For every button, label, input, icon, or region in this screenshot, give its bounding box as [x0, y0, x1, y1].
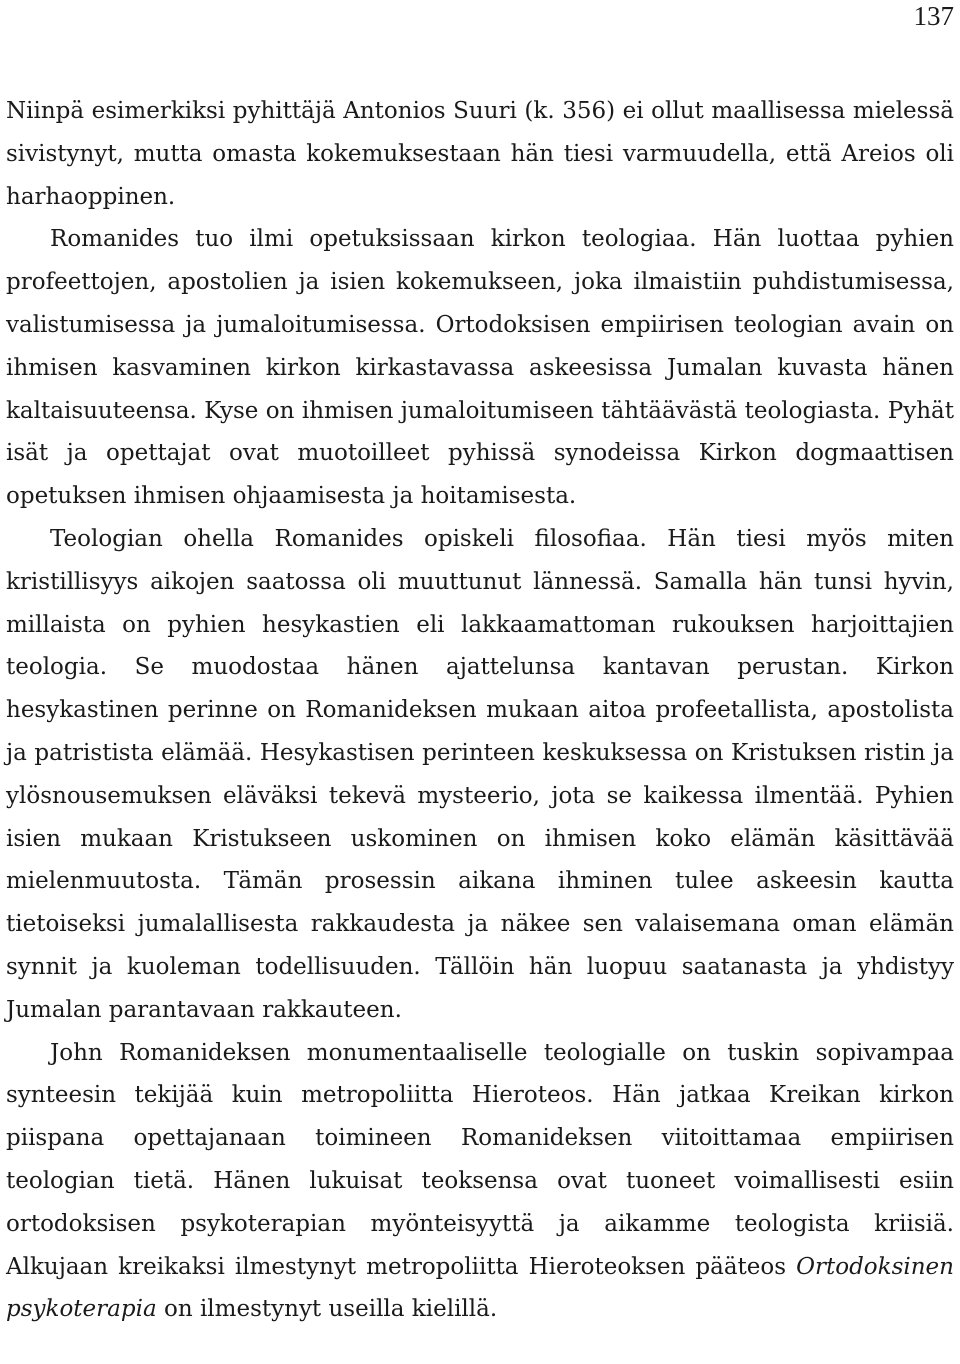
paragraph-4-text-after: on ilmestynyt useilla kielillä.	[156, 1296, 498, 1323]
paragraph-4	[6, 1032, 954, 1332]
book-title: Ortodoksinen psykoterapia	[6, 1253, 954, 1323]
paragraph-2: Romanides tuo ilmi opetuksissaan kirkon teologiaa. Hän luottaa pyhien profeettojen, apostolien ja isien kokemukseen, joka ilmaistiin puhdistumisessa, valistumisessa ja jumaloitumisessa. Ortodoksisen empiirisen teologian avain on ihmisen kasvaminen kirkon kirkastavassa askeesissa Jumalan kuvasta hänen kaltaisuuteensa. Kyse on ihmisen jumaloitumiseen tähtäävästä teologiasta. Pyhät isät ja opettajat ovat muotoilleet pyhissä synodeissa Kirkon dogmaattisen opetuksen ihmisen ohjaamisesta ja hoitamisesta.	[6, 226, 954, 510]
page-number: 137	[913, 1, 954, 31]
paragraph-1: Niinpä esimerkiksi pyhittäjä Antonios Suuri (k. 356) ei ollut maallisessa mielessä sivistynyt, mutta omasta kokemuksestaan hän tiesi varmuudella, että Areios oli harhaoppinen.	[6, 98, 954, 210]
paragraph-4-text-before: John Romanideksen monumentaaliselle teologialle on tuskin sopivampaa synteesin tekijää kuin metropoliitta Hieroteos. Hän jatkaa Kreikan kirkon piispana opettajanaan toimineen Romanideksen viitoittamaa empiirisen teologian tietä. Hänen lukuisat teoksensa ovat tuoneet voimallisesti esiin ortodoksisen psykoterapian myönteisyyttä ja aikamme teologista kriisiä. Alkujaan kreikaksi ilmestynyt metropoliitta Hieroteoksen pääteos	[6, 1039, 954, 1280]
paragraph-3: Teologian ohella Romanides opiskeli filosofiaa. Hän tiesi myös miten kristillisyys aikojen saatossa oli muuttunut lännessä. Samalla hän tunsi hyvin, millaista on pyhien hesykastien eli lakkaamattoman rukouksen harjoittajien teologia. Se muodostaa hänen ajattelunsa kantavan perustan. Kirkon hesykastinen perinne on Romanideksen mukaan aitoa profeetallista, apostolista ja patristista elämää. Hesykastisen perinteen keskuksessa on Kristuksen ristin ja ylösnousemuksen eläväksi tekevä mysteerio, jota se kaikessa ilmentää. Pyhien isien mukaan Kristukseen uskominen on ihmisen koko elämän käsittävää mielenmuutosta. Tämän prosessin aikana ihminen tulee askeesin kautta tietoiseksi jumalallisesta rakkaudesta ja näkee sen valaisemana oman elämän synnit ja kuoleman todellisuuden. Tällöin hän luopuu saatanasta ja yhdistyy Jumalan parantavaan rakkauteen.	[6, 525, 954, 1023]
body-text	[6, 90, 954, 1331]
